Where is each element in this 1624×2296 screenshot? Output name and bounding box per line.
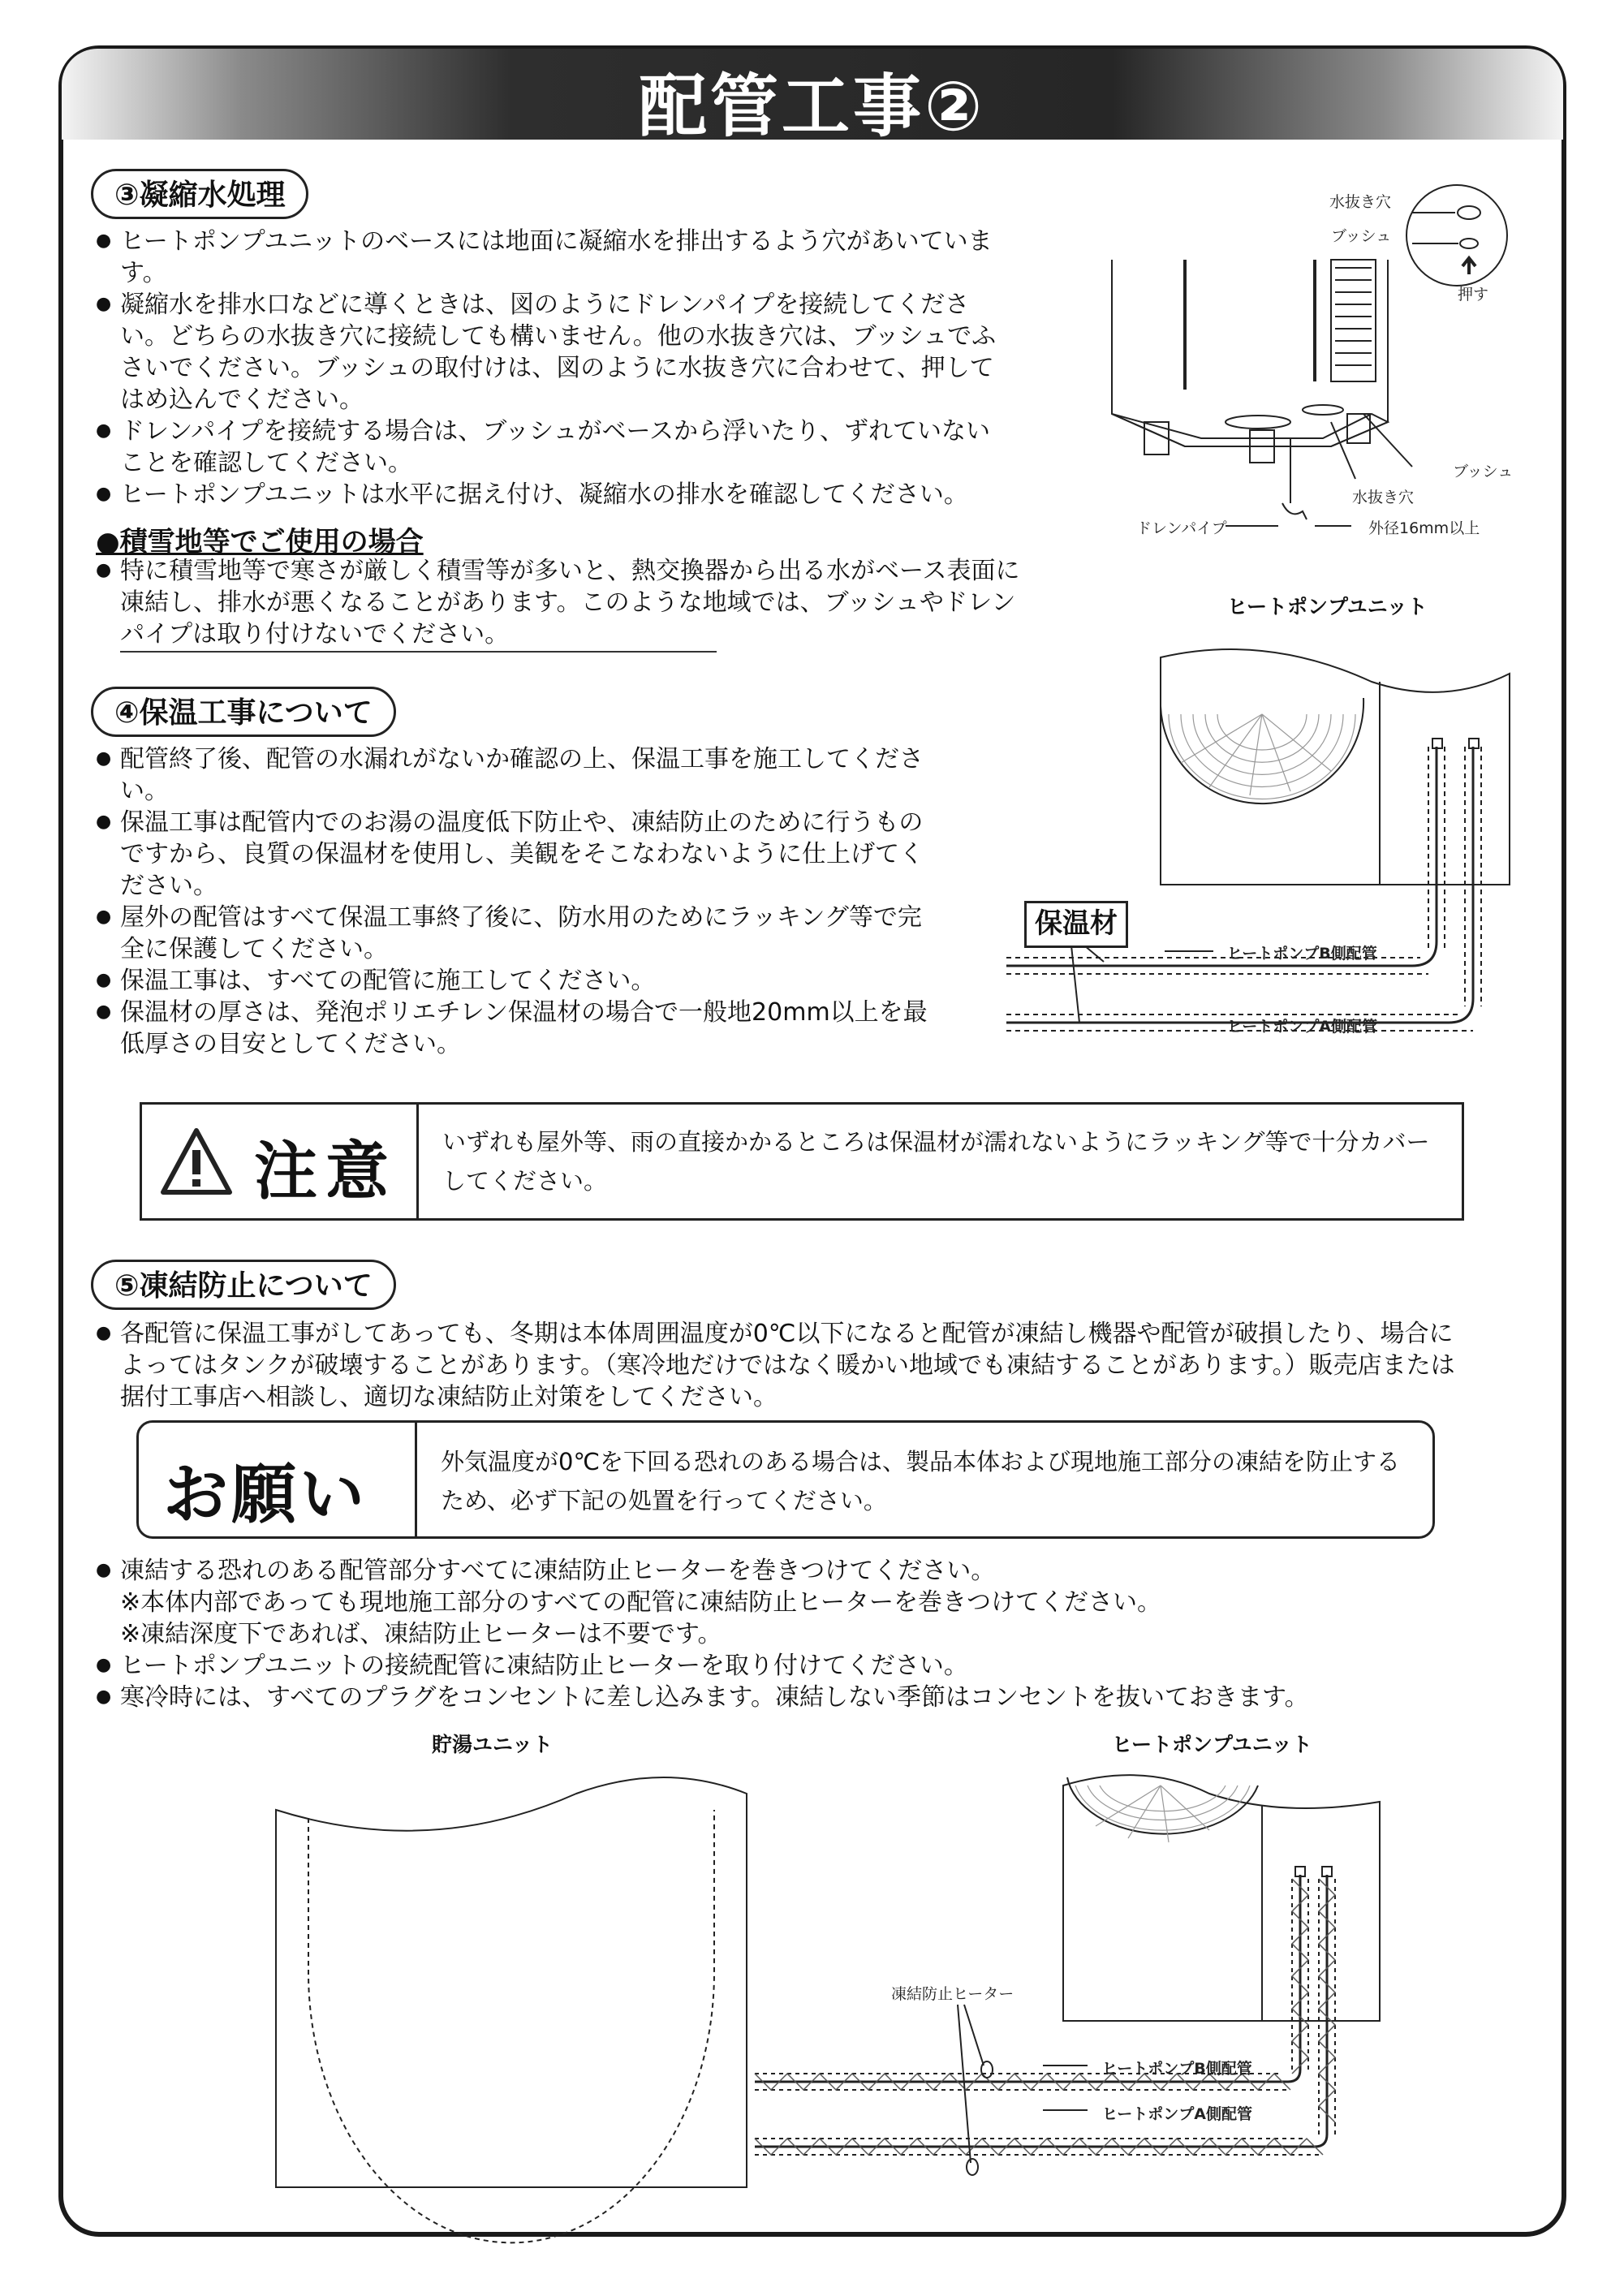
list-item: ● 特に積雪地等で寒さが厳しく積雪等が多いと、熱交換器から出る水がベース表面に凍結し、排水が悪くなることがあります。このような地域では、ブッシュやドレンパイプは取り付けないでください。 xyxy=(96,555,1021,650)
pipe-a-label-freeze: ヒートポンプA側配管 xyxy=(1102,2105,1252,2123)
section-heading-freeze: ⑤凍結防止について xyxy=(91,1260,396,1310)
list-item: ● 保温工事は、すべての配管に施工してください。 xyxy=(96,965,932,997)
label-drain-pipe: ドレンパイプ xyxy=(1136,519,1227,537)
list-item: ● 寒冷時には、すべてのプラグをコンセントに差し込みます。凍結しない季節はコンセントを抜いておきます。 xyxy=(96,1682,1492,1713)
list-item: ● 保温材の厚さは、発泡ポリエチレン保温材の場合で一般地20mm以上を最低厚さの目安としてください。 xyxy=(96,997,932,1060)
list-item: ● 各配管に保温工事がしてあっても、冬期は本体周囲温度が0℃以下になると配管が凍結し機器や配管が破損したり、場合によってはタンクが破壊することがあります。（寒冷地だけではなく暖かい地域でも凍結することがあります。）販売店または据付工事店へ相談し、適切な凍結防止対策をしてください。 xyxy=(96,1318,1475,1413)
snow-heading: ●積雪地等でご使用の場合 xyxy=(96,526,424,558)
request-text: 外気温度が0℃を下回る恐れのある場合は、製品本体および現地施工部分の凍結を防止するため、必ず下記の処置を行ってください。 xyxy=(441,1448,1401,1514)
section-heading-condensate: ③凝縮水処理 xyxy=(91,169,308,219)
request-box xyxy=(136,1420,1435,1539)
request-header xyxy=(139,1423,417,1536)
caution-word: 注意 xyxy=(254,1135,398,1208)
condensate-bullets xyxy=(96,226,997,510)
drain-pipe-figure xyxy=(1088,179,1542,552)
insulation-figure xyxy=(1006,633,1542,1071)
warning-triangle-icon xyxy=(160,1127,233,1195)
note-item: ※本体内部であっても現地施工部分のすべての配管に凍結防止ヒーターを巻きつけてください。 xyxy=(120,1588,1162,1617)
snow-underline xyxy=(120,651,717,653)
label-drain-hole-top: 水抜き穴 xyxy=(1329,193,1392,211)
caution-header xyxy=(142,1105,419,1218)
list-item: ● 保温工事は配管内でのお湯の温度低下防止や、凍結防止のために行うものですから、良質の保温材を使用し、美観をそこなわないように仕上げてください。 xyxy=(96,807,932,902)
list-item: ● 凍結する恐れのある配管部分すべてに凍結防止ヒーターを巻きつけてください。 xyxy=(96,1555,1492,1587)
freeze-intro xyxy=(96,1318,1475,1413)
list-item: ● 凝縮水を排水口などに導くときは、図のようにドレンパイプを接続してください。どちらの水抜き穴に接続しても構いません。他の水抜き穴は、ブッシュでふさいでください。ブッシュの取付けは、図のように水抜き穴に合わせて、押してはめ込んでください。 xyxy=(96,289,997,416)
caution-box xyxy=(140,1102,1464,1221)
label-bush: ブッシュ xyxy=(1453,463,1514,480)
label-drain-hole: 水抜き穴 xyxy=(1352,489,1415,506)
label-outer-diameter: 外径16mm以上 xyxy=(1368,519,1480,537)
list-item: ● ヒートポンプユニットは水平に据え付け、凝縮水の排水を確認してください。 xyxy=(96,479,997,510)
label-push: 押す xyxy=(1458,286,1489,304)
section-heading-insulation: ④保温工事について xyxy=(91,687,396,737)
pipe-a-label-insulation: ヒートポンプA側配管 xyxy=(1227,1018,1377,1036)
heater-label: 凍結防止ヒーター xyxy=(891,1985,1014,2003)
snow-bullets xyxy=(96,555,1021,650)
list-item: ● 屋外の配管はすべて保温工事終了後に、防水用のためにラッキング等で完全に保護してください。 xyxy=(96,902,932,965)
insulation-bullets xyxy=(96,743,932,1060)
hp-unit-label: ヒートポンプユニット xyxy=(1112,1733,1312,1756)
caution-text: いずれも屋外等、雨の直接かかるところは保温材が濡れないようにラッキング等で十分カバーしてください。 xyxy=(442,1128,1430,1195)
insulation-material-label: 保温材 xyxy=(1024,901,1128,948)
note-item: ※凍結深度下であれば、凍結防止ヒーターは不要です。 xyxy=(120,1620,722,1648)
tank-unit-label: 貯湯ユニット xyxy=(432,1733,554,1756)
pipe-b-label-insulation: ヒートポンプB側配管 xyxy=(1227,945,1377,963)
unit-label-insulation-figure: ヒートポンプユニット xyxy=(1227,595,1428,618)
freeze-bullets xyxy=(96,1555,1492,1713)
list-item: ● 配管終了後、配管の水漏れがないか確認の上、保温工事を施工してください。 xyxy=(96,743,932,807)
list-item: ● ヒートポンプユニットの接続配管に凍結防止ヒーターを取り付けてください。 xyxy=(96,1650,1492,1682)
list-item: ● ヒートポンプユニットのベースには地面に凝縮水を排出するよう穴があいています。 xyxy=(96,226,997,289)
freeze-protection-figure xyxy=(268,1761,1388,2199)
list-item: ● ドレンパイプを接続する場合は、ブッシュがベースから浮いたり、ずれていないことを確認してください。 xyxy=(96,416,997,479)
page-title: 配管工事② xyxy=(638,67,986,146)
label-bush-top: ブッシュ xyxy=(1331,227,1392,245)
pipe-b-label-freeze: ヒートポンプB側配管 xyxy=(1102,2060,1252,2078)
request-word: お願い xyxy=(163,1457,368,1532)
